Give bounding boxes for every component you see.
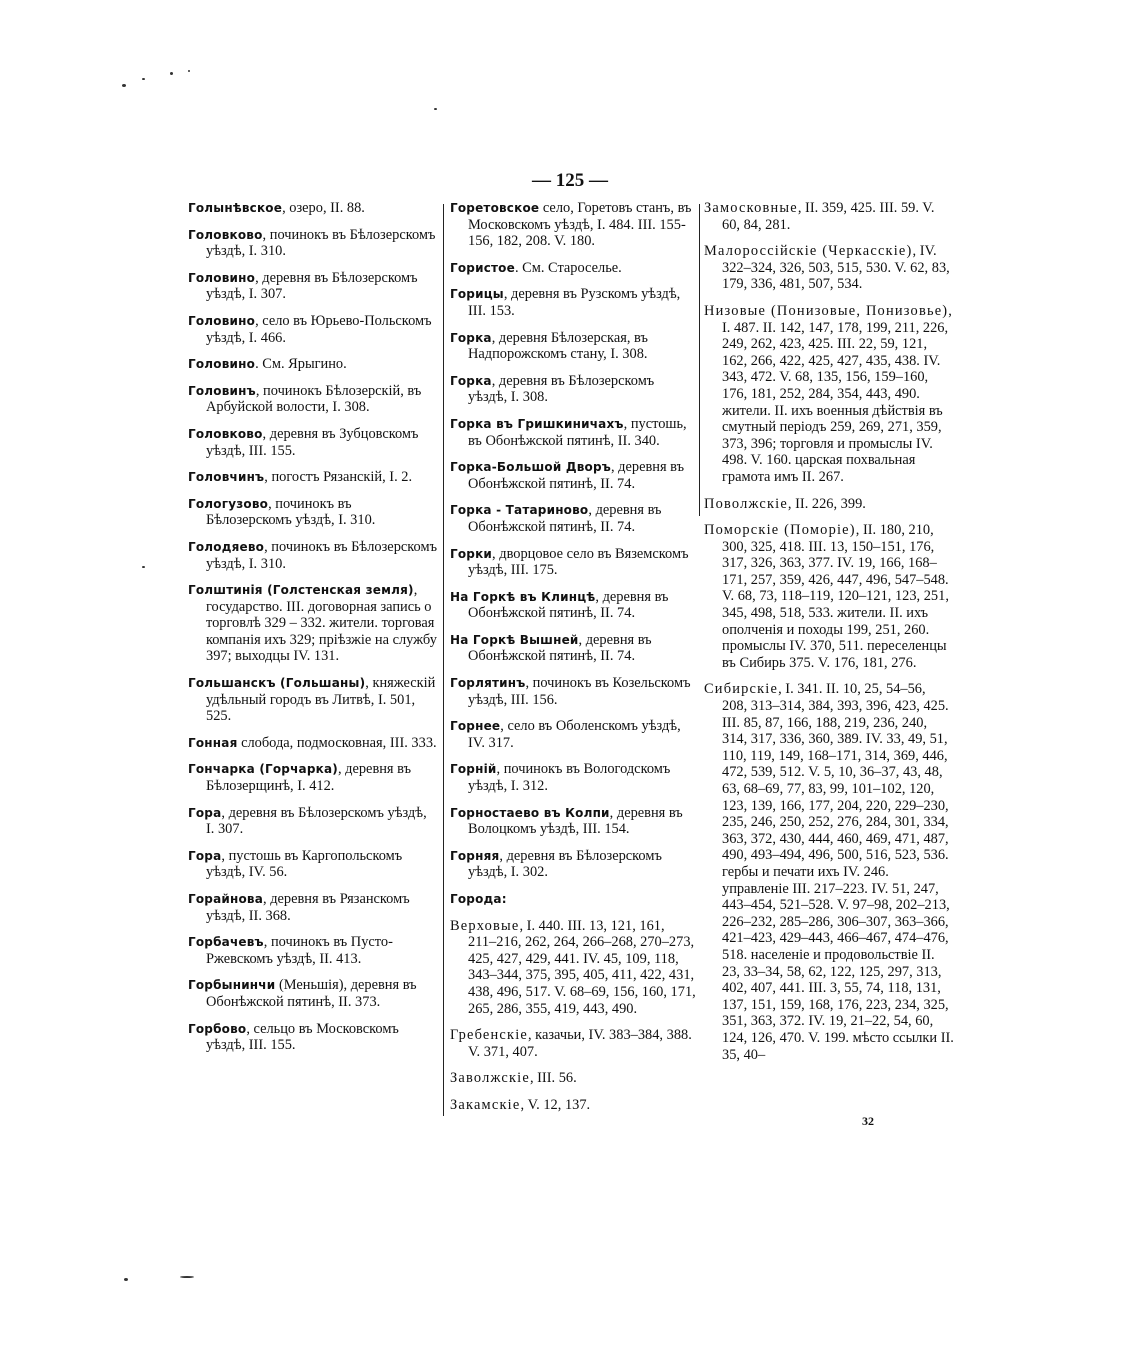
entry-references: , деревня въ Обонѣжской пятинѣ, II. 74. [468,588,669,622]
entry-references: , княжескій удѣльный городъ въ Литвѣ, I. 501, 525. [206,675,436,725]
entry-references: , починокъ въ Пусто-Ржевскомъ уѣздѣ, II. 413. [206,934,393,967]
index-entry [188,735,438,752]
scan-speck [122,84,126,87]
entry-references: , деревня въ Бѣлозерскомъ уѣздѣ, I. 307. [206,804,427,838]
entry-subheading: Замосковные [704,200,798,216]
page-number: — 125 — [532,170,608,191]
index-entry [188,313,438,346]
entry-references: , IV. 322–324, 326, 503, 515, 530. V. 62, 83, 179, 336, 481, 507, 534. [722,243,950,293]
index-entry [450,918,696,1018]
entry-references: , починокъ въ Бѣлозерскомъ уѣздѣ, I. 310. [206,226,436,260]
index-entry [450,373,696,406]
entry-references: , деревня въ Бѣлозерскомъ уѣздѣ, I. 302. [468,847,662,881]
index-entry [188,891,438,924]
index-entry [450,632,696,665]
entry-references: , III. 56. [529,1070,577,1087]
index-entry [188,805,438,838]
entry-headword: Гончарка (Горчарка) [188,762,338,777]
index-entry [450,718,696,751]
entry-references: , V. 12, 137. [520,1096,591,1113]
entry-references: . См. Староселье. [514,259,622,276]
entry-references: , дворцовое село въ Вяземскомъ уѣздѣ, III. 175. [468,545,689,579]
entry-references: . См. Ярыгино. [255,356,347,373]
index-entry [450,416,696,449]
index-entry [450,675,696,708]
entry-headword: Горнее [450,719,501,734]
entry-subheading: Верховые [450,917,520,934]
entry-headword: Горбово [188,1021,247,1036]
index-entry [450,589,696,622]
entry-subheading: Закамскіе [450,1096,521,1113]
entry-references: , починокъ въ Вологодскомъ уѣздѣ, I. 312. [468,761,671,795]
index-entry [450,330,696,363]
index-entry [188,200,438,217]
index-entry [188,227,438,260]
index-entry [188,270,438,303]
entry-references: , II. 180, 210, 300, 325, 418. III. 13, 150–151, 176, 317, 326, 363, 377. IV. 19, 166, 168–171, 257, 359, 426, 447, 496, 547–548. V. 68, 73, 118–119, 120–121, 123, 251, 345, 498, 518, 533. жители. II. ихъ ополченія и походы 199, 251, 260. промыслы IV. 370, 511. переселенцы въ Сибирь 375. V. 176, 181, 276. [722,522,949,671]
index-entry [188,383,438,416]
entry-headword: Гонная [188,735,238,750]
entry-subheading: Поволжскіе [704,495,788,512]
entry-headword: Горицы [450,287,504,302]
entry-references: , починокъ въ Бѣлозерскомъ уѣздѣ, I. 310. [206,495,376,529]
scan-speck [434,108,437,110]
index-entry [188,426,438,459]
index-entry [704,200,954,233]
index-entry [188,934,438,967]
entry-references: , казачьи, IV. 383–384, 388. V. 371, 407. [468,1027,692,1060]
index-entry [450,546,696,579]
index-entry [188,848,438,881]
entry-references: , деревня Бѣлозерская, въ Надпорожскомъ стану, I. 308. [468,329,648,363]
index-entry [704,303,954,486]
entry-references: (Меньшія), деревня въ Обонѣжской пятинѣ, II. 373. [206,977,417,1010]
index-entry [450,805,696,838]
entry-references: , I. 341. II. 10, 25, 54–56, 208, 313–314, 384, 393, 396, 423, 425. III. 85, 87, 166, 188, 219, 236, 240, 314, 317, 336, 360, 389. IV. 33, 49, 51, 110, 119, 149, 168–171, 314, 369, 446, 472, 539, 512. V. 5, 10, 36–37, 43, 48, 63, 68–69, 77, 83, 99, 101–102, 120, 123, 139, 166, 177, 204, 220, 229–230, 235, 246, 250, 252, 276, 284, 301, 334, 363, 372, 430, 444, 460, 469, 471, 487, 490, 493–494, 496, 500, 516, 523, 536. гербы и печати ихъ IV. 246. управленіе III. 217–223. IV. 51, 247, 443–454, 521–528. V. 97–98, 202–213, 226–232, 285–286, 306–307, 363–366, 421–423, 429–443, 466–467, 474–476, 518. населеніе и продовольствіе II. 23, 33–34, 58, 62, 122, 125, 297, 313, 402, 407, 441. III. 3, 55, 74, 118, 131, 137, 151, 159, 168, 176, 223, 234, 325, 351, 363, 372. IV. 19, 21–22, 54, 60, 124, 126, 470. V. 199. мѣсто ссылки II. 35, 40– [722,681,954,1063]
scan-speck [142,566,145,568]
entry-references: , пустошь въ Каргопольскомъ уѣздѣ, IV. 56. [206,847,403,881]
entry-references: , деревня въ Волоцкомъ уѣздѣ, III. 154. [468,804,683,838]
entry-references: , деревня въ Зубцовскомъ уѣздѣ, III. 155. [206,425,419,459]
index-column-1 [188,200,438,1064]
index-entry [188,582,438,665]
index-entry [704,243,954,293]
entry-subheading: Гребенскіе [450,1027,528,1044]
entry-headword: Горняя [450,848,500,863]
entry-references: , деревня въ Обонѣжской пятинѣ, II. 74. [468,459,685,492]
entry-headword: Горлятинъ [450,676,526,691]
index-entry [450,848,696,881]
entry-headword: Горки [450,546,493,561]
entry-references: , деревня въ Рязанскомъ уѣздѣ, II. 368. [206,891,410,924]
entry-headword: Горка [450,330,492,345]
entry-references: , село въ Оболенскомъ уѣздѣ, IV. 317. [468,718,681,751]
entry-headword: Города: [450,892,507,906]
entry-references: , I. 440. III. 13, 121, 161, 211–216, 262, 264, 266–268, 270–273, 425, 427, 429, 441. IV. 45, 109, 118, 343–344, 375, 395, 405, 411, 422, 431, 438, 496, 517. V. 68–69, 156, 160, 171, 265, 286, 355, 419, 443, 490. [468,917,696,1017]
entry-headword: Горка - Татариново [450,503,589,518]
entry-headword: Гористое [450,260,515,275]
index-entry [450,459,696,492]
entry-headword: Горетовское [450,201,540,215]
entry-references: слобода, подмосковная, III. 333. [237,734,437,751]
column-divider-right [699,204,700,516]
entry-references: , II. 359, 425. III. 59. V. 60, 84, 281. [722,200,935,233]
entry-headword: Головково [188,426,263,441]
scan-speck [188,70,190,72]
index-entry [188,356,438,373]
entry-headword: Горка [450,373,492,388]
entry-references: , деревня въ Обонѣжской пятинѣ, II. 74. [468,502,662,535]
entry-headword: Гологузово [188,496,269,511]
entry-references: , II. 226, 399. [787,495,866,512]
scan-speck [170,72,173,75]
index-entry [450,260,696,277]
entry-headword: Горка-Большой Дворъ [450,460,611,475]
entry-references: , погостъ Рязанскій, I. 2. [264,469,413,486]
index-column-3 [704,200,954,1073]
index-entry [188,675,438,725]
entry-headword: Голынѣвское [188,201,283,215]
column-divider-left [443,204,444,1116]
entry-references: , озеро, II. 88. [282,200,365,216]
entry-headword: Головино [188,357,256,372]
entry-subheading: Поморскіе (Поморіе) [704,522,856,539]
entry-references: , государство. III. договорная запись о торговлѣ 329 – 332. жители. торговая компанія ихъ 329; пріѣзжіе на службу 397; выходцы IV. 131. [206,582,437,665]
entry-headword: Гольшанскъ (Гольшаны) [188,676,366,691]
entry-subheading: Заволжскіе [450,1070,530,1087]
index-entry [450,286,696,319]
scan-speck [180,1276,194,1278]
index-entry [188,539,438,572]
entry-headword: Горбынинчи [188,978,276,993]
entry-headword: Головино [188,313,256,328]
entry-headword: Голодяево [188,539,265,554]
entry-headword: Горностаево въ Колпи [450,805,610,820]
entry-references: село, Горетовъ станъ, въ Московскомъ уѣздѣ, I. 484. III. 155-156, 182, 208. V. 180. [468,200,692,250]
index-entry [188,977,438,1010]
entry-references: , деревня въ Обонѣжской пятинѣ, II. 74. [468,631,652,665]
entry-headword: Гора [188,805,222,820]
index-entry [704,496,954,513]
entry-subheading: Низовые (Понизовые, Понизовье) [704,302,949,319]
entry-references: , деревня въ Рузскомъ уѣздѣ, III. 153. [468,286,681,319]
index-column-2 [450,200,696,1124]
index-entry [450,1070,696,1087]
entry-references: , деревня въ Бѣлозерщинѣ, I. 412. [206,761,412,795]
entry-headword: Голштинія (Голстенская земля) [188,583,414,598]
entry-headword: Гора [188,848,222,863]
index-entry [450,1027,696,1060]
entry-references: , село въ Юрьево-Польскомъ уѣздѣ, I. 466. [206,312,432,346]
index-entry [450,200,696,250]
index-entry [188,469,438,486]
index-entry [450,1097,696,1114]
entry-headword: На Горкѣ Вышней [450,632,579,647]
entry-references: , починокъ въ Козельскомъ уѣздѣ, III. 156. [468,675,691,708]
scan-speck [142,78,145,80]
entry-references: , деревня въ Бѣлозерскомъ уѣздѣ, I. 307. [206,269,418,303]
index-entry [188,761,438,794]
entry-headword: Головково [188,227,263,242]
printer-signature-mark: 32 [862,1114,874,1128]
entry-references: , починокъ въ Бѣлозерскомъ уѣздѣ, I. 310. [206,538,438,572]
index-entry [450,761,696,794]
scan-speck [124,1278,128,1281]
entry-headword: Головчинъ [188,470,265,485]
entry-references: , пустошь, въ Обонѣжской пятинѣ, II. 340. [468,415,687,449]
entry-headword: Горайнова [188,892,264,906]
entry-subheading: Малороссійскіе (Черкасскіе) [704,243,913,260]
entry-references: , деревня въ Бѣлозерскомъ уѣздѣ, I. 308. [468,372,655,406]
entry-references: , I. 487. II. 142, 147, 178, 199, 211, 226, 249, 262, 423, 425. III. 22, 59, 121, 162, 266, 422, 425, 427, 435, 438. IV. 343, 472. V. 68, 135, 156, 159–160, 176, 181, 252, 284, 354, 443, 490. жители. II. ихъ военныя дѣйствія въ смутный періодъ 259, 269, 271, 359, 373, 396; торговля и промыслы IV. 498. V. 160. царская похвальная грамота имъ II. 267. [722,302,952,485]
entry-headword: Горбачевъ [188,935,264,950]
entry-headword: На Горкѣ въ Клинцѣ [450,589,596,604]
index-entry [450,891,696,908]
index-entry [450,502,696,535]
entry-headword: Горній [450,762,497,777]
entry-references: , починокъ Бѣлозерскій, въ Арбуйской волости, I. 308. [206,382,422,416]
index-entry [704,681,954,1063]
index-entry [704,522,954,671]
entry-subheading: Сибирскіе [704,681,779,698]
entry-references: , сельцо въ Московскомъ уѣздѣ, III. 155. [206,1020,399,1054]
entry-headword: Горка въ Гришкиничахъ [450,416,624,431]
entry-headword: Головино [188,270,256,285]
entry-headword: Головинъ [188,383,256,398]
index-entry [188,496,438,529]
index-entry [188,1021,438,1054]
